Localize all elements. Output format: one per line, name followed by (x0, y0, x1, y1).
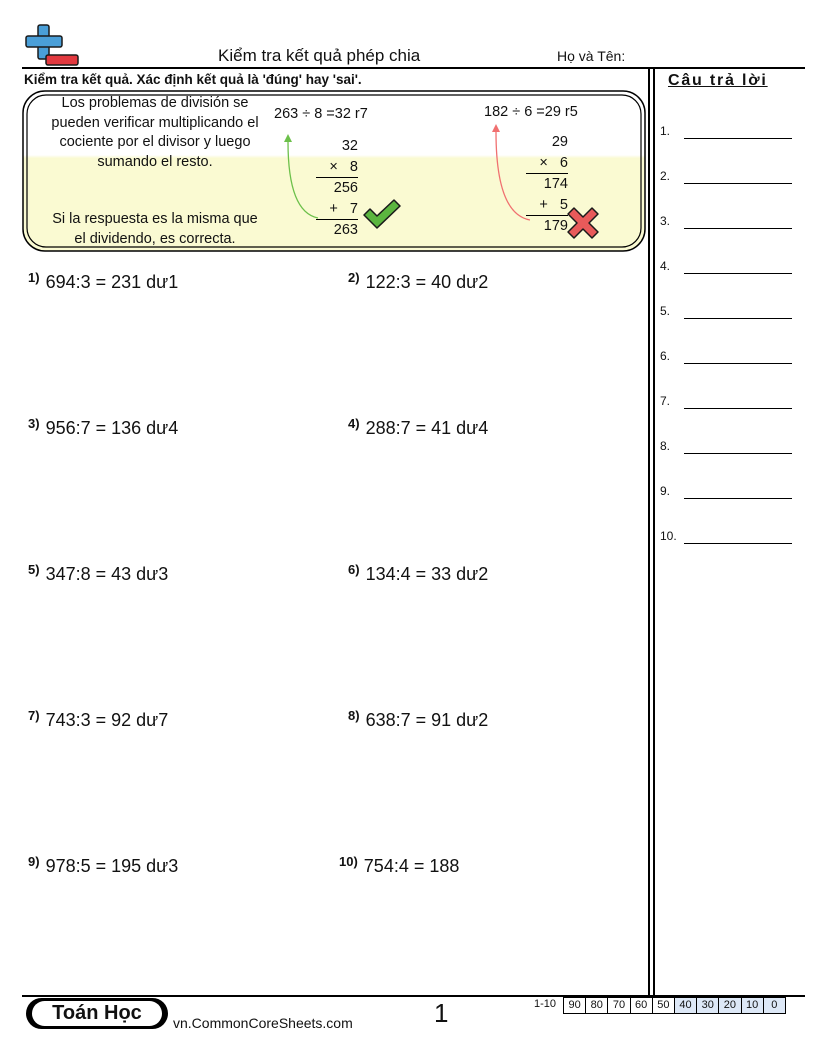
score-cell: 0 (763, 997, 786, 1014)
problem-item (348, 564, 488, 585)
answer-label: 6. (660, 349, 671, 363)
answer-blank[interactable] (684, 543, 792, 544)
instructions: Kiểm tra kết quả. Xác định kết quả là 'đúng' hay 'sai'. (24, 72, 362, 87)
answer-blank[interactable] (684, 318, 792, 319)
score-cell: 10 (741, 997, 764, 1014)
problem-item (348, 418, 488, 439)
problem-equation: 134:4 = 33 dư2 (365, 564, 489, 584)
example-right-total: 179 (543, 218, 568, 234)
problem-equation: 347:8 = 43 dư3 (45, 564, 169, 584)
score-table (564, 997, 786, 1014)
answer-label: 4. (660, 259, 671, 273)
score-cell: 20 (718, 997, 741, 1014)
worksheet-title: Kiểm tra kết quả phép chia (218, 46, 421, 65)
problem-item (339, 856, 459, 877)
answer-blank[interactable] (684, 138, 792, 139)
example-left-quotient: 32 (341, 138, 358, 154)
problem-number: 10) (339, 854, 358, 869)
example-right-product: 174 (543, 176, 568, 192)
name-label: Họ và Tên: (557, 48, 626, 64)
answer-label: 3. (660, 214, 671, 228)
problem-number: 6) (348, 562, 360, 577)
brand-label: Toán Học (32, 1001, 162, 1026)
answer-label: 9. (660, 484, 671, 498)
example-box (22, 90, 646, 252)
problem-equation: 956:7 = 136 dư4 (45, 418, 179, 438)
cross-mark-icon (566, 206, 600, 240)
red-arrowhead-icon (492, 124, 500, 132)
page-number: 1 (434, 998, 449, 1028)
score-range-label: 1-10 (534, 998, 557, 1010)
answer-column-divider-inner (653, 68, 655, 996)
problem-number: 9) (28, 854, 40, 869)
problem-number: 3) (28, 416, 40, 431)
problem-number: 7) (28, 708, 40, 723)
score-cell: 80 (585, 997, 608, 1014)
example-left-product: 256 (333, 180, 358, 196)
example-conclusion: Si la respuesta es la misma que el dividendo, es correcta. (52, 211, 258, 247)
example-left-remainder: + 7 (316, 199, 358, 221)
green-arrow-icon (288, 142, 318, 218)
score-cell: 60 (630, 997, 653, 1014)
problem-number: 2) (348, 270, 360, 285)
header-divider (22, 67, 805, 69)
problem-equation: 978:5 = 195 dư3 (45, 856, 179, 876)
example-left-total: 263 (333, 222, 358, 238)
problem-item (348, 272, 488, 293)
problem-item (28, 564, 168, 585)
example-right-remainder: + 5 (526, 195, 568, 217)
problem-number: 8) (348, 708, 360, 723)
answer-blank[interactable] (684, 228, 792, 229)
problem-item (28, 272, 178, 293)
problem-number: 1) (28, 270, 40, 285)
example-right-equation: 182 ÷ 6 =29 r5 (484, 104, 578, 120)
answer-label: 2. (660, 169, 671, 183)
problem-equation: 743:3 = 92 dư7 (45, 710, 169, 730)
problem-number: 5) (28, 562, 40, 577)
answer-blank[interactable] (684, 273, 792, 274)
answer-column-divider (648, 68, 650, 996)
answer-blank[interactable] (684, 363, 792, 364)
check-mark-icon (362, 198, 402, 230)
example-right-quotient: 29 (551, 134, 568, 150)
problem-item (28, 856, 178, 877)
answer-blank[interactable] (684, 498, 792, 499)
problem-item (348, 710, 488, 731)
answer-label: 1. (660, 124, 671, 138)
example-right-multiplier: × 6 (526, 153, 568, 175)
problem-equation: 122:3 = 40 dư2 (365, 272, 489, 292)
answer-blank[interactable] (684, 408, 792, 409)
problem-equation: 694:3 = 231 dư1 (45, 272, 179, 292)
problem-item (28, 418, 178, 439)
answer-panel-title: Câu trả lời (668, 72, 768, 89)
problem-equation: 754:4 = 188 (363, 856, 460, 876)
score-cell: 50 (652, 997, 675, 1014)
score-cell: 70 (607, 997, 630, 1014)
answer-blank[interactable] (684, 183, 792, 184)
green-arrowhead-icon (284, 134, 292, 142)
answer-label: 5. (660, 304, 671, 318)
score-cell: 90 (563, 997, 586, 1014)
plus-minus-logo-icon (22, 24, 80, 68)
example-explanation: Los problemas de división se pueden verificar multiplicando el cociente por el divisor y luego sumando el resto. (51, 95, 259, 170)
problem-item (28, 710, 168, 731)
problem-number: 4) (348, 416, 360, 431)
red-arrow-icon (496, 132, 530, 220)
answer-blank[interactable] (684, 453, 792, 454)
example-right-check (526, 132, 568, 237)
answer-label: 7. (660, 394, 671, 408)
brand-badge (26, 998, 168, 1029)
score-cell: 40 (674, 997, 697, 1014)
example-left-multiplier: × 8 (316, 157, 358, 179)
problem-equation: 638:7 = 91 dư2 (365, 710, 489, 730)
site-url: vn.CommonCoreSheets.com (173, 1015, 353, 1031)
example-left-equation: 263 ÷ 8 =32 r7 (274, 106, 368, 122)
score-cell: 30 (696, 997, 719, 1014)
problem-equation: 288:7 = 41 dư4 (365, 418, 489, 438)
answer-label: 8. (660, 439, 671, 453)
answer-label: 10. (660, 529, 677, 543)
